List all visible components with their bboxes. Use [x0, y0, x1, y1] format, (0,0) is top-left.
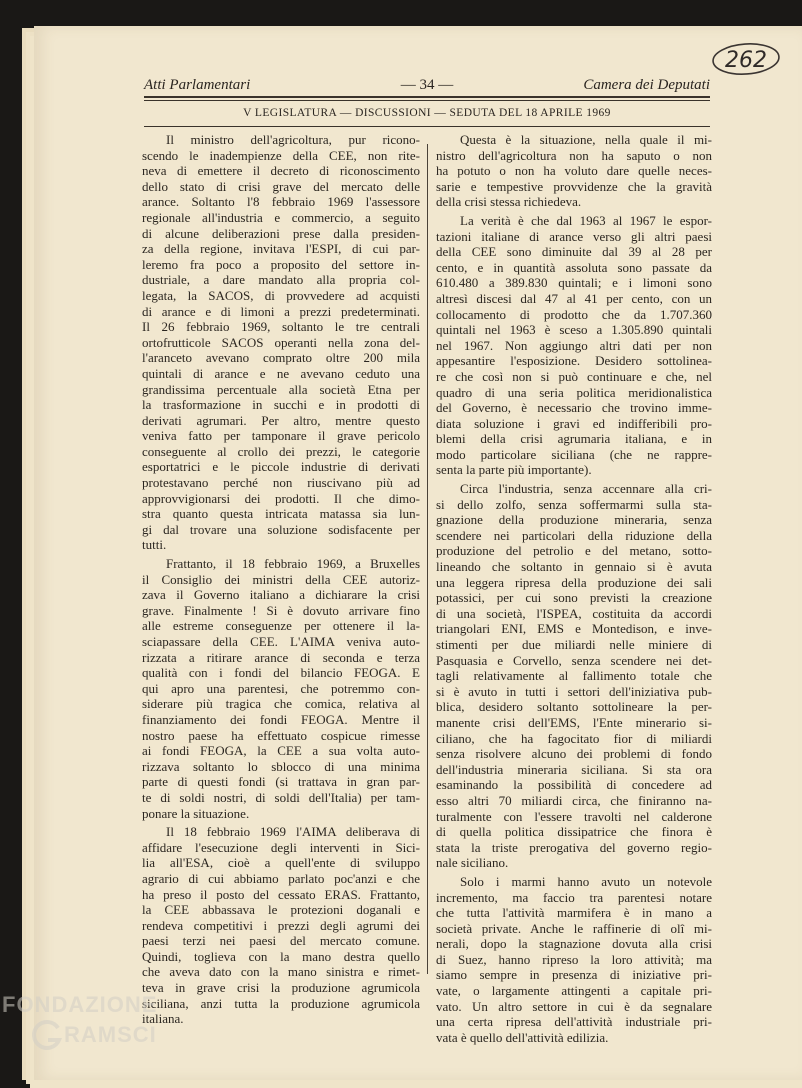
- right-column-line: lineando che soltanto in gennaio si è avuta: [436, 559, 712, 575]
- right-column-line: di una società, l'ISPEA, costituita da accordi: [436, 605, 712, 621]
- right-column-line: sarie e tempestive provvidenze che la gravità: [436, 178, 712, 194]
- right-column-line: senza risolvere alcuno dei problemi di fondo: [436, 746, 712, 762]
- right-column-line: che tutta l'attività marmifera è in mano a: [436, 905, 712, 921]
- right-column-paragraph: [436, 874, 712, 1046]
- right-column-line: esaminando la possibilità di concedere ad: [436, 777, 712, 793]
- left-column-line: za della regione, invitava l'ESPI, di cui par-: [142, 241, 420, 257]
- left-column: [142, 132, 420, 1027]
- handwritten-page-number: [710, 40, 780, 76]
- left-column-line: te di soldi nostri, di soldi dell'Italia) per tam-: [142, 789, 420, 805]
- left-column-line: teva in grave crisi la produzione agrumicola: [142, 980, 420, 996]
- left-column-paragraph: [142, 556, 420, 821]
- right-column-line: stimenti per due miliardi nelle miniere di: [436, 637, 712, 652]
- left-column-line: finanziamento dei fondi FEOGA. Mentre il: [142, 711, 420, 727]
- right-column-line: ha potuto o non ha voluto dare quelle neces-: [436, 163, 712, 179]
- right-column-line: Solo i marmi hanno avuto un notevole: [460, 873, 712, 889]
- right-column-line: turalmente con l'essere travolti nel calderone: [436, 808, 712, 824]
- left-column-line: ai fondi FEOGA, la CEE a sua volta auto-: [142, 743, 420, 759]
- left-column-line: siderare più tragica che comica, relativa al: [142, 696, 420, 712]
- left-column-line: scendo le inadempienze della CEE, non rite-: [142, 147, 420, 163]
- left-column-line: veniva fatto per tamponare il grave pericolo: [142, 428, 420, 444]
- right-column-line: Questa è la situazione, nella quale il mi-: [460, 132, 712, 147]
- right-column-line: nel 1967. Non aggiungo altri dati per non: [436, 337, 712, 353]
- right-column-line: manente crisi dell'EMS, l'Ente minerario si-: [436, 714, 712, 730]
- left-column-line: approvvigionarsi dei prodotti. Il che dimo-: [142, 490, 420, 506]
- right-column-line: ciliano, che ha fagocitato fior di miliardi: [436, 730, 712, 746]
- watermark-line-2: RAMSCI: [64, 1022, 157, 1047]
- left-column-line: Frattanto, il 18 febbraio 1969, a Bruxelles: [166, 556, 420, 572]
- right-column-paragraph: [436, 213, 712, 478]
- right-column-line: modo particolare siciliana (che ne rappre-: [436, 446, 712, 462]
- right-column-line: del Governo, è necessario che trovino imme-: [436, 400, 712, 416]
- right-column-line: vate, o largamente attingenti a capitale pri-: [436, 983, 712, 999]
- session-subheader: V LEGISLATURA — DISCUSSIONI — SEDUTA DEL 18 APRILE 1969: [243, 107, 611, 119]
- left-column-line: di alcune deliberazioni prese dalla presiden-: [142, 225, 420, 241]
- left-column-line: leremo fra poco a proposito del settore in-: [142, 256, 420, 272]
- header-rule-thin: [144, 100, 710, 101]
- running-header: [144, 74, 710, 96]
- right-column-line: quadro di una seria politica meridionalistica: [436, 384, 712, 400]
- left-column-line: paesi terzi nei paesi del mercato comune.: [142, 933, 420, 949]
- right-column-line: della crisi stessa richiedeva.: [436, 194, 582, 210]
- left-column-line: derivati agrumari. Per altro, mentre questo: [142, 412, 420, 428]
- left-column-line: legata, la SACOS, di provvedere ad acquisti: [142, 287, 420, 303]
- right-column-line: produzione del petrolio e del metano, sotto-: [436, 543, 712, 559]
- right-column-line: diata soluzione i gravi ed indifferibili pro-: [436, 415, 712, 431]
- page-number: — 34 —: [400, 77, 454, 93]
- left-column-line: di arance e di limoni a prezzi predeterminati.: [142, 303, 420, 319]
- right-column-line: vato. Un altro settore in cui è da segnalare: [436, 998, 712, 1014]
- right-column-line: nistro dell'agricoltura non ha saputo o non: [436, 147, 712, 163]
- right-column-line: dell'industria mineraria siciliana. Si sta ora: [436, 761, 712, 777]
- left-column-line: quintali di arance e ne avevano ceduto una: [142, 365, 420, 381]
- left-column-line: nostro paese ha effettuato cospicue rimesse: [142, 727, 420, 743]
- left-column-line: neva di emettere il decreto di riconoscimento: [142, 163, 420, 179]
- right-column-line: si dello zolfo, senza soffermarmi sulla sta-: [436, 496, 712, 512]
- left-column-paragraph: [142, 132, 420, 553]
- left-column-line: arance. Soltanto l'8 febbraio 1969 l'assessore: [142, 194, 420, 210]
- right-column-line: re che così non si può continuare e che, nel: [436, 368, 712, 384]
- right-column-line: una leggera ripresa della produzione dei sali: [436, 574, 712, 590]
- right-column-line: 610.480 a 389.830 quintali; e i limoni sono: [436, 275, 712, 291]
- document-page: [34, 26, 802, 1080]
- header-right: Camera dei Deputati: [583, 77, 710, 93]
- left-column-line: esportatrici e le piccole industrie di derivati: [142, 459, 420, 475]
- left-column-line: grandissima percentuale alla società Etna per: [142, 381, 420, 397]
- right-column-line: stata la triste prerogativa del governo regio-: [436, 839, 712, 855]
- watermark-line-1: FONDAZIONE: [2, 992, 158, 1017]
- left-column-line: ha preso il posto del cessato ERAS. Frattanto,: [142, 886, 420, 902]
- left-column-line: gi dal trovare una soluzione sodisfacente per: [142, 521, 420, 537]
- left-column-line: dello stato di crisi grave del mercato delle: [142, 178, 420, 194]
- left-column-line: zava il Governo italiano a dichiarare la crisi: [142, 587, 420, 603]
- right-column-line: tazioni italiane di arance verso gli altri paesi: [436, 228, 712, 244]
- left-column-line: conseguente al crollo dei prezzi, le categorie: [142, 443, 420, 459]
- right-column-line: di quella politica dissipatrice che finora è: [436, 824, 712, 840]
- right-column-line: quintali nel 1963 è sceso a 1.305.890 quintali: [436, 322, 712, 338]
- left-column-line: Il 26 febbraio 1969, soltanto le tre centrali: [142, 319, 420, 335]
- right-column-line: potassici, per cui sono previsti la creazione: [436, 590, 712, 606]
- right-column-line: si è avuto in tutti i settori dell'iniziativa pub-: [436, 683, 712, 699]
- right-column-line: esso altri 70 miliardi circa, che finiranno na-: [436, 792, 712, 808]
- right-column-line: Pasquasia e Corvello, senza scendere nei det-: [436, 652, 712, 668]
- header-rule-thick: [144, 96, 710, 98]
- left-column-line: il Consiglio dei ministri della CEE autoriz-: [142, 571, 420, 587]
- left-column-line: alle estreme conseguenze per ottenere il la-: [142, 618, 420, 634]
- right-column-line: blica, desidero soltanto sottolineare la per-: [436, 699, 712, 715]
- left-column-line: rendeva competitivi i prezzi degli agrumi dei: [142, 917, 420, 933]
- left-column-line: lia all'ESA, cioè a quell'ente di sviluppo: [142, 855, 420, 871]
- left-column-line: sciapassare della CEE. L'AIMA veniva auto-: [142, 634, 420, 649]
- right-column-line: blemi della crisi agrumaria italiana, e in: [436, 431, 712, 447]
- right-column-line: vata è quello dell'attività edilizia.: [436, 1029, 609, 1045]
- right-column-line: Circa l'industria, senza accennare alla cri-: [460, 481, 712, 497]
- left-column-line: la CEE abbassava le protezioni doganali e: [142, 902, 420, 918]
- right-column-line: scendere nei particolari della riduzione della: [436, 527, 712, 543]
- right-column-line: appesantire l'esposizione. Desidero sottolinea-: [436, 353, 712, 369]
- left-column-line: dustriale, a dare mandato alla propria col-: [142, 272, 420, 288]
- right-column-line: collocamento di prodotto che da 1.707.360: [436, 306, 712, 322]
- left-column-line: regionale all'industria e commercio, a seguito: [142, 209, 420, 225]
- left-column-line: qui apro una parentesi, che potremmo con-: [142, 680, 420, 696]
- left-column-line: ortofrutticole SACOS operanti nella zona del-: [142, 334, 420, 350]
- handwritten-number-text: 262: [725, 48, 767, 73]
- left-column-line: affidare l'esecuzione degli interventi in Sici-: [142, 839, 420, 855]
- left-column-line: rizzava soltanto lo sblocco di una minima: [142, 758, 420, 774]
- left-column-line: rizzata a ritirare arance di seconda e terza: [142, 649, 420, 665]
- right-column-line: incremento, ma faccio tra parentesi notare: [436, 889, 712, 905]
- column-divider: [427, 144, 428, 974]
- header-left: Atti Parlamentari: [144, 77, 251, 93]
- fondazione-gramsci-watermark: [2, 992, 192, 1072]
- left-column-line: che aveva dato con la mano sinistra e rimet-: [142, 964, 420, 980]
- right-column-line: triangolari ENI, EMS e Montedison, e inve-: [436, 621, 712, 637]
- right-column-line: società private. Anche le raffinerie di olî mi-: [436, 920, 712, 936]
- right-column-line: una certa ripresa dell'attività industriale pri-: [436, 1014, 712, 1030]
- left-column-line: tutti.: [142, 537, 167, 553]
- left-column-line: siciliana, anzi tutta la produzione agrumicola: [142, 995, 420, 1011]
- right-column-line: siamo sempre in presenza di iniziative pri-: [436, 967, 712, 983]
- subheader-rule: [144, 126, 710, 127]
- right-column-line: gnazione della produzione mineraria, senza: [436, 512, 712, 528]
- right-column-paragraph: [436, 481, 712, 871]
- left-column-line: la trasformazione in succhi e in prodotti di: [142, 397, 420, 413]
- left-column-line: Il ministro dell'agricoltura, pur ricono-: [166, 132, 420, 147]
- right-column-paragraph: [436, 132, 712, 210]
- right-column-line: nale siciliano.: [436, 855, 509, 871]
- left-column-line: ponare la situazione.: [142, 805, 250, 821]
- left-column-line: qualità con i fondi del bilancio FEOGA. E: [142, 665, 420, 681]
- left-column-line: grave. Finalmente ! Si è dovuto arrivare fino: [142, 602, 420, 618]
- left-column-line: Quindi, toglieva con la mano destra quello: [142, 948, 420, 964]
- left-column-line: italiana.: [142, 1011, 184, 1027]
- left-column-line: agrario di cui abbiamo parlato poc'anzi e che: [142, 870, 420, 886]
- left-column-line: protestavano perché non riuscivano più ad: [142, 475, 420, 491]
- left-column-line: stra quanto questa intricata matassa sia lun-: [142, 506, 420, 522]
- right-column-line: della CEE sono diminuite dal 39 al 28 per: [436, 244, 712, 260]
- right-column-line: altresì discesi dal 47 al 41 per cento, con un: [436, 290, 712, 306]
- right-column-line: tagli relativamente al fallimento totale che: [436, 668, 712, 684]
- left-column-line: Il 18 febbraio 1969 l'AIMA deliberava di: [166, 824, 420, 840]
- right-column-line: La verità è che dal 1963 al 1967 le espor-: [460, 212, 712, 228]
- left-column-line: parte di questi fondi (si trattava in gran par-: [142, 774, 420, 790]
- watermark-g-logo-icon: [30, 1018, 64, 1052]
- left-column-line: l'aranceto avevano comprato oltre 200 mila: [142, 350, 420, 366]
- right-column-line: cento, e in quantità assoluta sono passate da: [436, 259, 712, 275]
- right-column-line: senta la parte più importante).: [436, 462, 592, 478]
- right-column-line: di Suez, hanno ripreso la loro attività; ma: [436, 951, 712, 967]
- right-column-line: nerali, dopo la stagnazione dovuta alla crisi: [436, 936, 712, 952]
- right-column: [436, 132, 712, 1045]
